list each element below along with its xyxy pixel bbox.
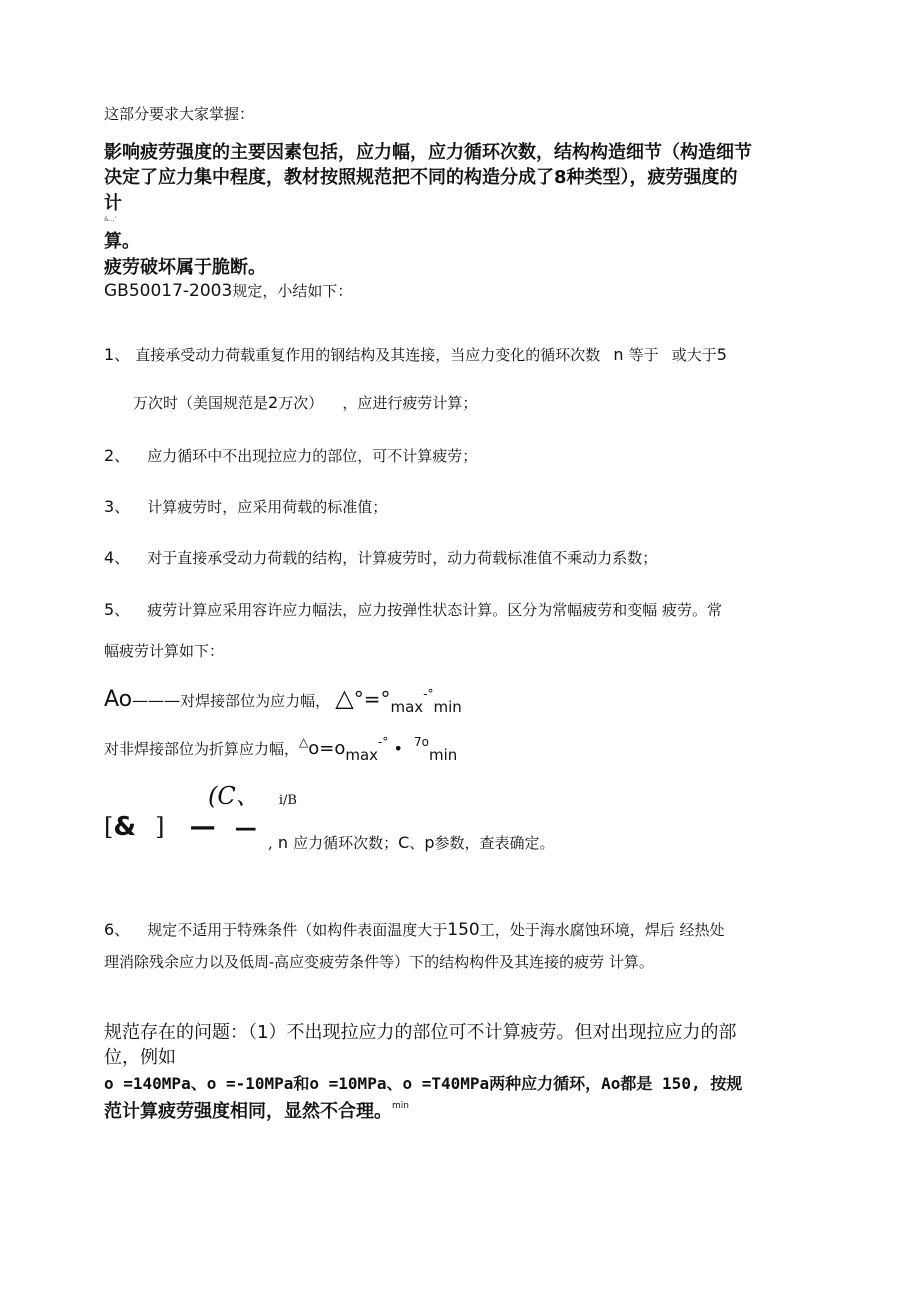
formula2-dot: • xyxy=(393,739,403,758)
formula3-text2: 参数，查表确定。 xyxy=(434,834,555,852)
para1-line4: 算。 xyxy=(104,231,140,252)
item-4-number: 4、 xyxy=(104,548,131,567)
item-3-text: 计算疲劳时，应采用荷载的标准值； xyxy=(147,498,388,516)
formula3-ib: i/B xyxy=(278,793,297,808)
formula3-text1: 应力循环次数； xyxy=(293,834,399,852)
item-1-line2-a: 万次时（美国规范是 xyxy=(133,394,269,412)
formula3-comma: , xyxy=(268,834,273,852)
problem-line2: 位，例如 xyxy=(104,1047,176,1068)
item-1-text-b: 等于 xyxy=(628,346,659,364)
triangle-icon: △ xyxy=(335,684,354,712)
formula2-sup: -° xyxy=(378,735,389,749)
item-1-n: n xyxy=(613,345,624,364)
item-6-text-a: 规定不适用于特殊条件（如构件表面温度大于 xyxy=(147,921,448,939)
formula3-c: C xyxy=(398,833,410,852)
formula-dash: ——— xyxy=(132,691,181,710)
item-6-line1 xyxy=(104,917,725,940)
formula3-c-label: (C、 xyxy=(208,782,260,810)
item-6-number: 6、 xyxy=(104,920,131,939)
problem-line4-wrap xyxy=(104,1097,409,1123)
code-ref-line xyxy=(104,280,352,301)
formula3-dash1: — xyxy=(189,812,216,842)
problem-min-tag: min xyxy=(392,1101,409,1111)
item-1-line2-b: 万次） xyxy=(278,394,324,412)
code-number: GB50017-2003 xyxy=(104,281,233,301)
formula2-max-sub: max xyxy=(345,746,379,764)
formula3-p: p xyxy=(424,833,435,852)
item-1-two: 2 xyxy=(268,393,279,412)
formula3-dash2: — xyxy=(234,816,257,841)
code-ref-text: 规定，小结如下： xyxy=(232,282,353,300)
item-6-temp: 150 xyxy=(447,920,480,940)
formula-welded xyxy=(104,684,462,716)
item-2-number: 2、 xyxy=(104,446,131,465)
item-5-line2: 幅疲劳计算如下： xyxy=(104,642,225,660)
intro-line: 这部分要求大家掌握： xyxy=(104,105,255,123)
formula3-top xyxy=(208,776,297,811)
problem-line4: 范计算疲劳强度相同，显然不合理。 xyxy=(104,1101,392,1122)
formula3-amp: & xyxy=(113,812,137,842)
formula-eq: °=° xyxy=(353,687,391,711)
item-5-text: 疲劳计算应采用容许应力幅法，应力按弹性状态计算。区分为常幅疲劳和变幅 疲劳。常 xyxy=(147,601,723,619)
item-5-number: 5、 xyxy=(104,600,131,619)
formula-min-sub: min xyxy=(433,698,462,716)
formula-nonwelded-text: 对非焊接部位为折算应力幅， xyxy=(104,740,300,758)
formula3-sep: 、 xyxy=(409,834,425,852)
item-2 xyxy=(104,443,477,466)
formula2-seven: 7o xyxy=(414,735,429,749)
item-1-line1 xyxy=(104,342,727,365)
bracket-close: ] xyxy=(155,813,165,841)
item-4-text: 对于直接承受动力荷载的结构，计算疲劳时，动力荷载标准值不乘动力系数； xyxy=(147,549,658,567)
formula-nonwelded xyxy=(104,735,458,764)
formula3-desc xyxy=(268,832,554,853)
item-1-text-c: 或大于 xyxy=(671,346,717,364)
formula-welded-text: 对焊接部位为应力幅， xyxy=(180,692,331,710)
item-5-line1 xyxy=(104,597,722,620)
item-2-text: 应力循环中不出现拉应力的部位，可不计算疲劳； xyxy=(147,447,478,465)
problem-line3: o =140MPa、o =-10MPa和o =10MPa、o =T40MPa两种应力循环，Ao都是 150, 按规 xyxy=(104,1074,743,1093)
formula2-eq: o=o xyxy=(308,738,346,759)
formula2-min-sub: min xyxy=(429,746,458,764)
delta-icon: △ xyxy=(299,735,309,749)
formula-minus: -° xyxy=(423,687,434,701)
item-3-number: 3、 xyxy=(104,497,131,516)
item-6-text-b: 工，处于海水腐蚀环境，焊后 经热处 xyxy=(479,921,725,939)
formula3-main xyxy=(104,812,257,842)
para1-line1: 影响疲劳强度的主要因素包括，应力幅，应力循环次数，结构构造细节（构造细节 xyxy=(104,142,752,163)
item-1-line2 xyxy=(133,392,477,413)
formula3-n: n xyxy=(277,833,289,852)
bracket-open: [ xyxy=(104,813,114,841)
item-1-number: 1、 xyxy=(104,345,131,364)
problem-line1: 规范存在的问题：（1）不出现拉应力的部位可不计算疲劳。但对出现拉应力的部 xyxy=(104,1022,737,1043)
item-1-text-a: 直接承受动力荷载重复作用的钢结构及其连接，当应力变化的循环次数 xyxy=(135,346,601,364)
item-1-five: 5 xyxy=(716,345,727,364)
para1-line3: 计 xyxy=(104,193,122,214)
item-1-line2-c: ，应进行疲劳计算； xyxy=(342,394,478,412)
item-4 xyxy=(104,545,657,568)
formula-ao: Ao xyxy=(104,687,133,712)
formula-max-sub: max xyxy=(390,698,424,716)
item-3 xyxy=(104,494,387,517)
brittle-line: 疲劳破坏属于脆断。 xyxy=(104,257,266,278)
para1-line2: 决定了应力集中程度，教材按照规范把不同的构造分成了8种类型），疲劳强度的 xyxy=(104,167,738,188)
scan-artifact: &..,' xyxy=(104,216,117,223)
item-6-line2: 理消除残余应力以及低周-高应变疲劳条件等）下的结构构件及其连接的疲劳 计算。 xyxy=(104,953,654,971)
